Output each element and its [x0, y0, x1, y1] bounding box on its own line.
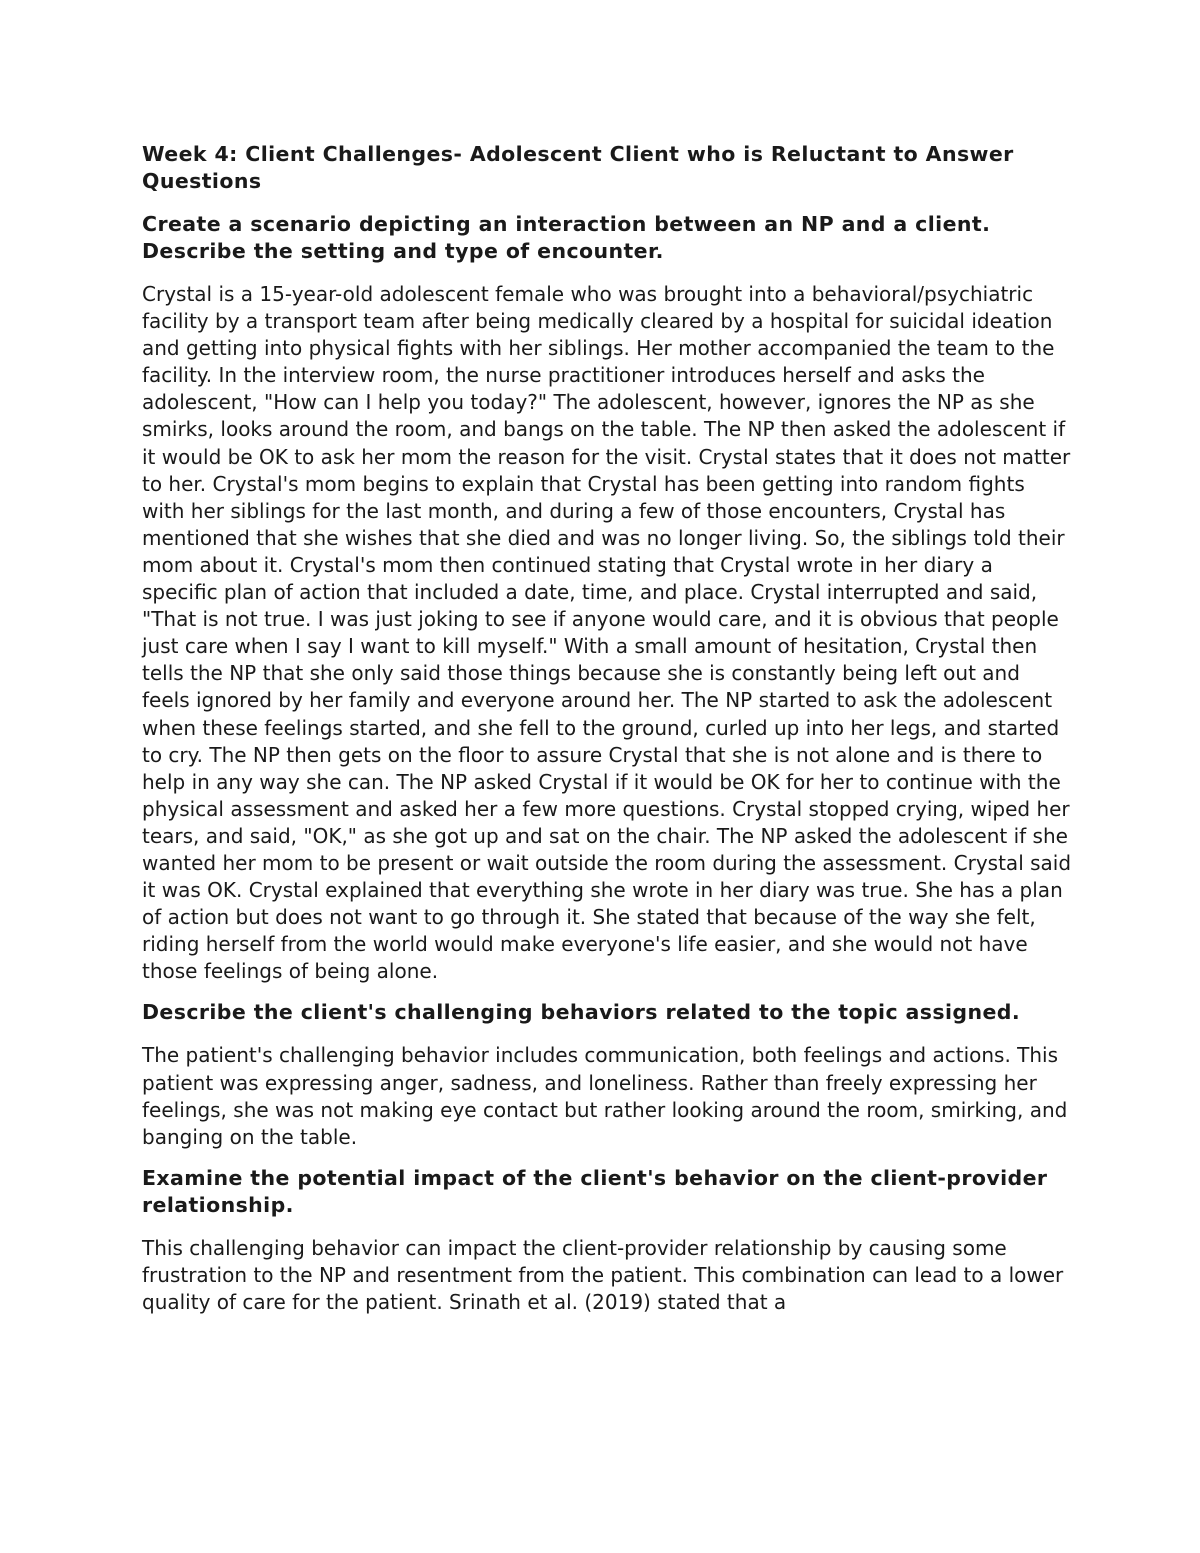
section-body-behaviors: The patient's challenging behavior includes communication, both feelings and actions. This patient was expressing anger, sadness, and loneliness. Rather than freely expressing her feelings, she was not making eye contact but rather looking around the room, smirking, and banging on the table. — [142, 1043, 1068, 1149]
section-body-impact: This challenging behavior can impact the client-provider relationship by causing some frustration to the NP and resentment from the patient. This combination can lead to a lower quality of care for the patient. Srinath et al. (2019) stated that a — [142, 1235, 1064, 1314]
section-heading-behaviors: Describe the client's challenging behaviors related to the topic assigned. — [142, 1000, 1021, 1025]
section-body-scenario: Crystal is a 15-year-old adolescent female who was brought into a behavioral/psychiatric facility by a transport team after being medically cleared by a hospital for suicidal ideation and getting into physical fights with her siblings. Her mother accompanied the team to the facility. In the interview room, the nurse practitioner introduces herself and asks the adolescent, "How can I help you today?" The adolescent, however, ignores the NP as she smirks, looks around the room, and bangs on the table. The NP then asked the adolescent if it would be OK to ask her mom the reason for the visit. Crystal states that it does not matter to her. Crystal's mom begins to explain that Crystal has been getting into random fights with her siblings for the last month, and during a few of those encounters, Crystal has mentioned that she wishes that she died and was no longer living. So, the siblings told their mom about it. Crystal's mom then continued stating that Crystal wrote in her diary a specific plan of action that included a date, time, and place. Crystal interrupted and said, "That is not true. I was just joking to see if anyone would care, and it is obvious that people just care when I say I want to kill myself." With a small amount of hesitation, Crystal then tells the NP that she only said those things because she is constantly being left out and feels ignored by her family and everyone around her. The NP started to ask the adolescent when these feelings started, and she fell to the ground, curled up into her legs, and started to cry. The NP then gets on the floor to assure Crystal that she is not alone and is there to help in any way she can. The NP asked Crystal if it would be OK for her to continue with the physical assessment and asked her a few more questions. Crystal stopped crying, wiped her tears, and said, "OK," as she got up and sat on the chair. The NP asked the adolescent if she wanted her mom to be present or wait outside the room during the assessment. Crystal said it was OK. Crystal explained that everything she wrote in her diary was true. She has a plan of action but does not want to go through it. She stated that because of the way she felt, riding herself from the world would make everyone's life easier, and she would not have those feelings of being alone. — [142, 282, 1072, 984]
document-title: Week 4: Client Challenges- Adolescent Client who is Reluctant to Answer Questions — [142, 142, 1014, 193]
document-page — [142, 141, 1072, 1330]
section-heading-impact: Examine the potential impact of the client's behavior on the client-provider relationship. — [142, 1165, 1048, 1217]
section-heading-scenario: Create a scenario depicting an interaction between an NP and a client. Describe the setting and type of encounter. — [142, 212, 991, 263]
